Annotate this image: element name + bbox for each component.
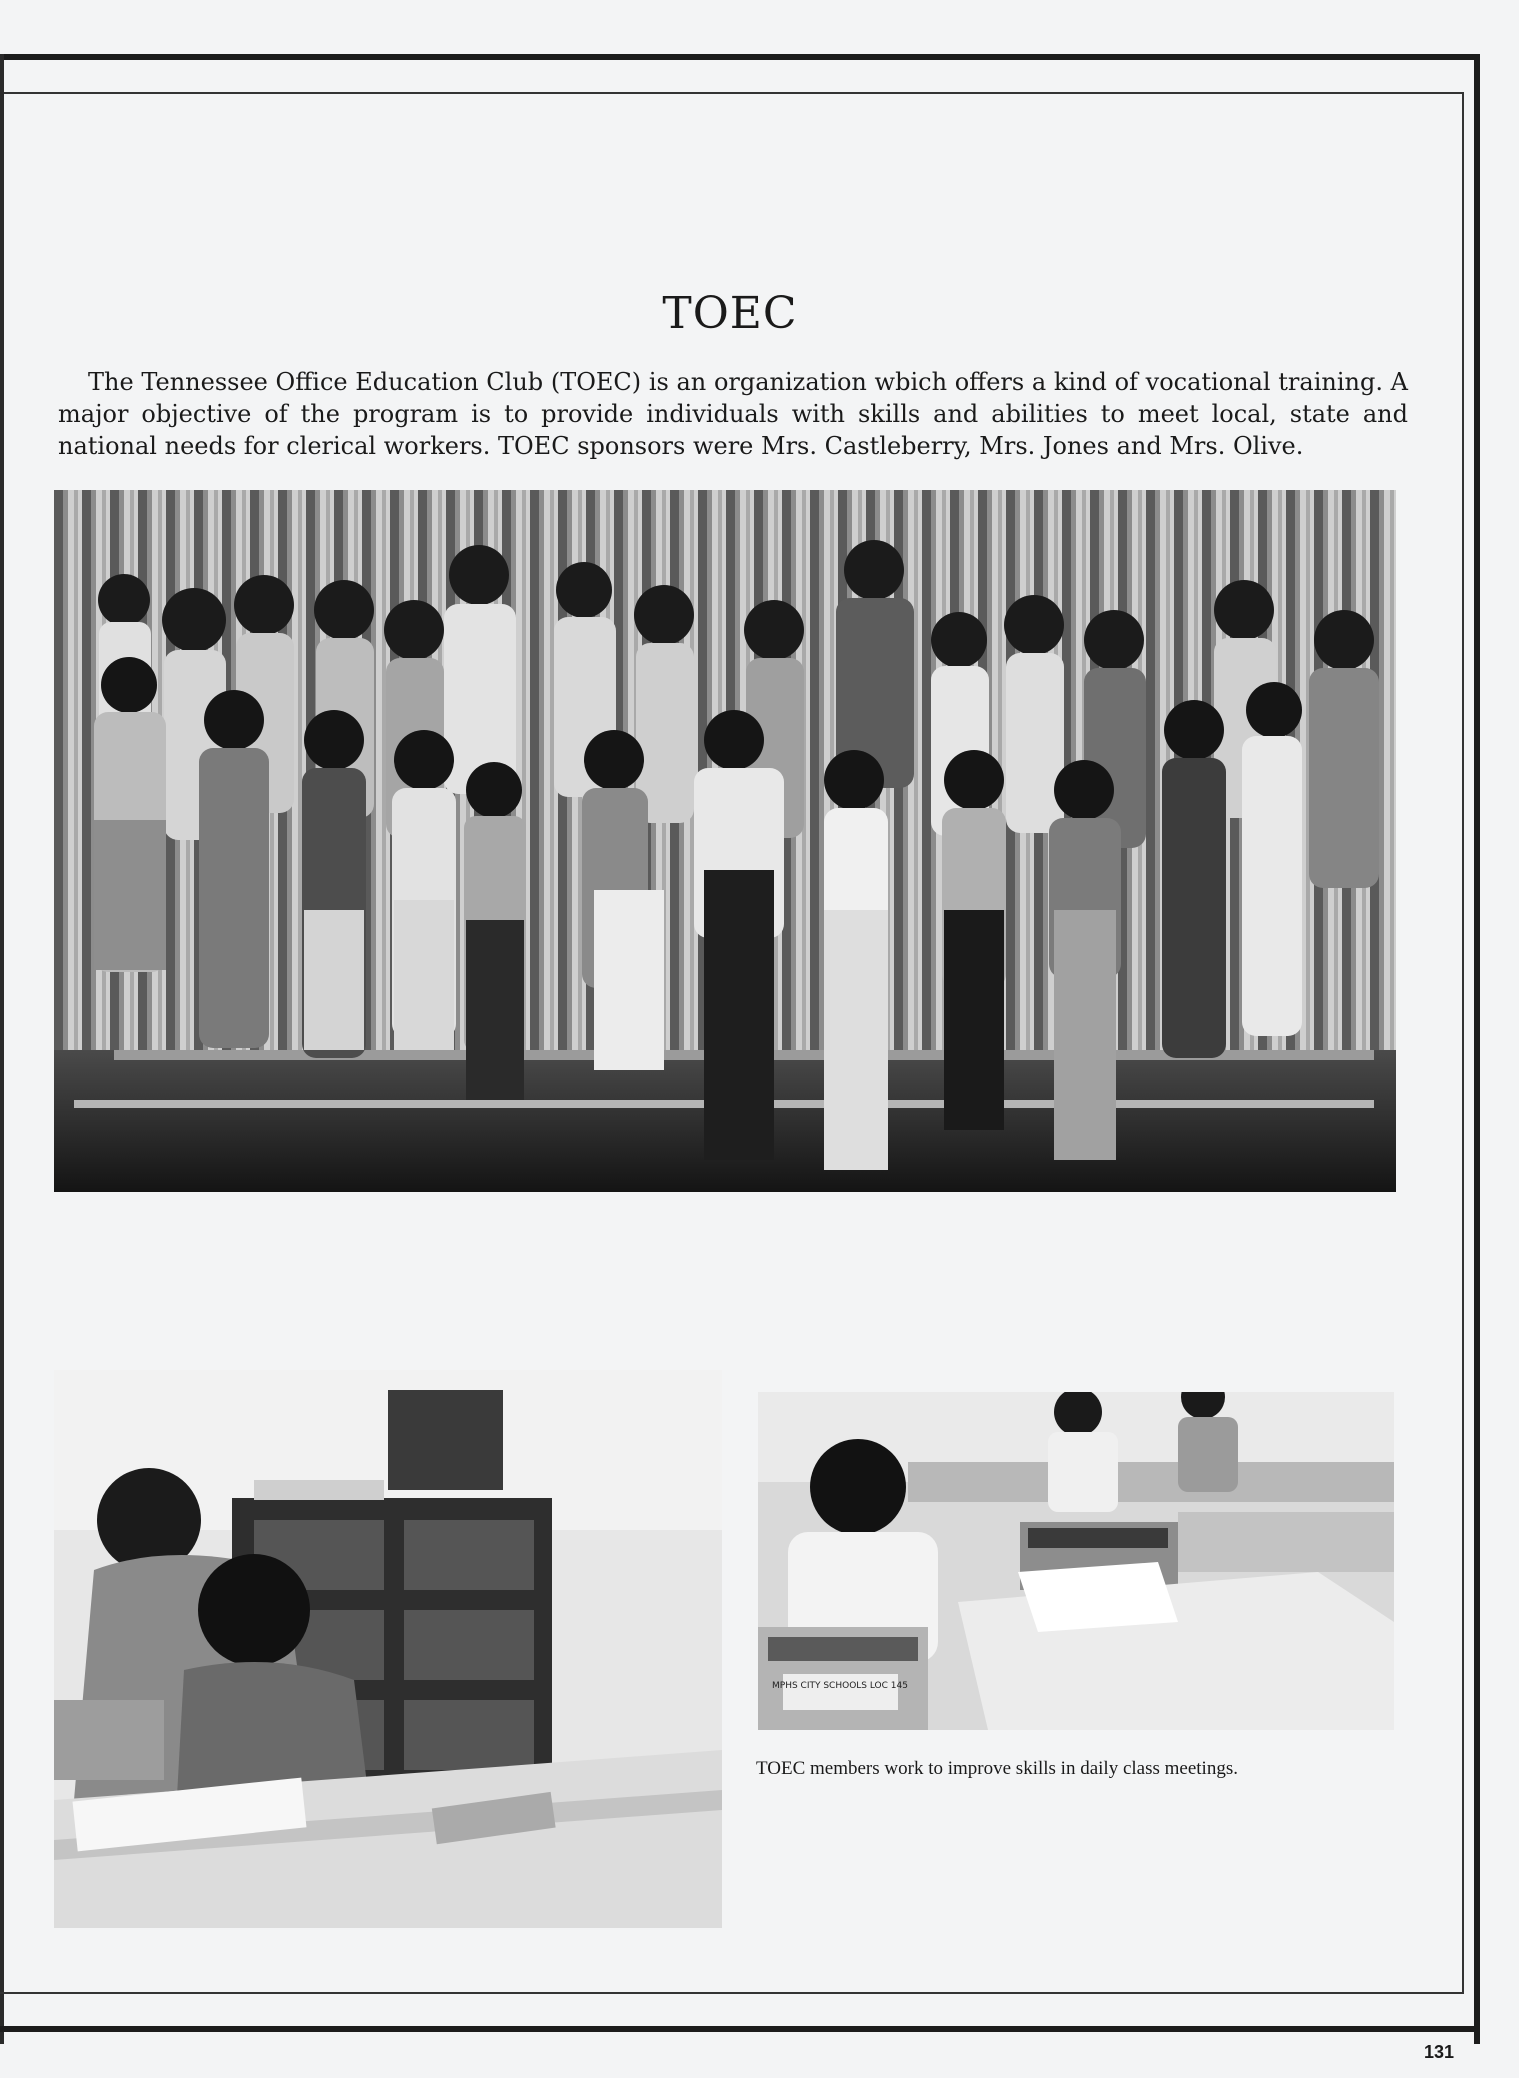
- typewriter-label: MPHS CITY SCHOOLS LOC 145: [772, 1681, 908, 1691]
- office-photo: [54, 1370, 722, 1928]
- border-bottom-inner: [0, 1992, 1464, 1994]
- intro-paragraph: The Tennessee Office Education Club (TOEC) is an organization wbich offers a kind of vocational training. A major objective of the program is to provide individuals with skills and abilities to meet local, state and national needs for clerical workers. TOEC sponsors were Mrs. Castleberry, Mrs. Jones and Mrs. Olive.: [58, 368, 1408, 460]
- border-left: [0, 54, 4, 2044]
- border-top: [0, 54, 1480, 60]
- typing-class-photo: [758, 1392, 1394, 1730]
- border-right-inner: [1462, 92, 1464, 1992]
- photo-caption: TOEC members work to improve skills in daily class meetings.: [756, 1758, 1238, 1779]
- group-photo: [54, 490, 1396, 1192]
- page-title: TOEC: [662, 288, 798, 339]
- border-bottom: [0, 2026, 1480, 2032]
- border-right: [1474, 54, 1480, 2044]
- page-number: 131: [1424, 2042, 1455, 2062]
- border-top-inner: [0, 92, 1464, 94]
